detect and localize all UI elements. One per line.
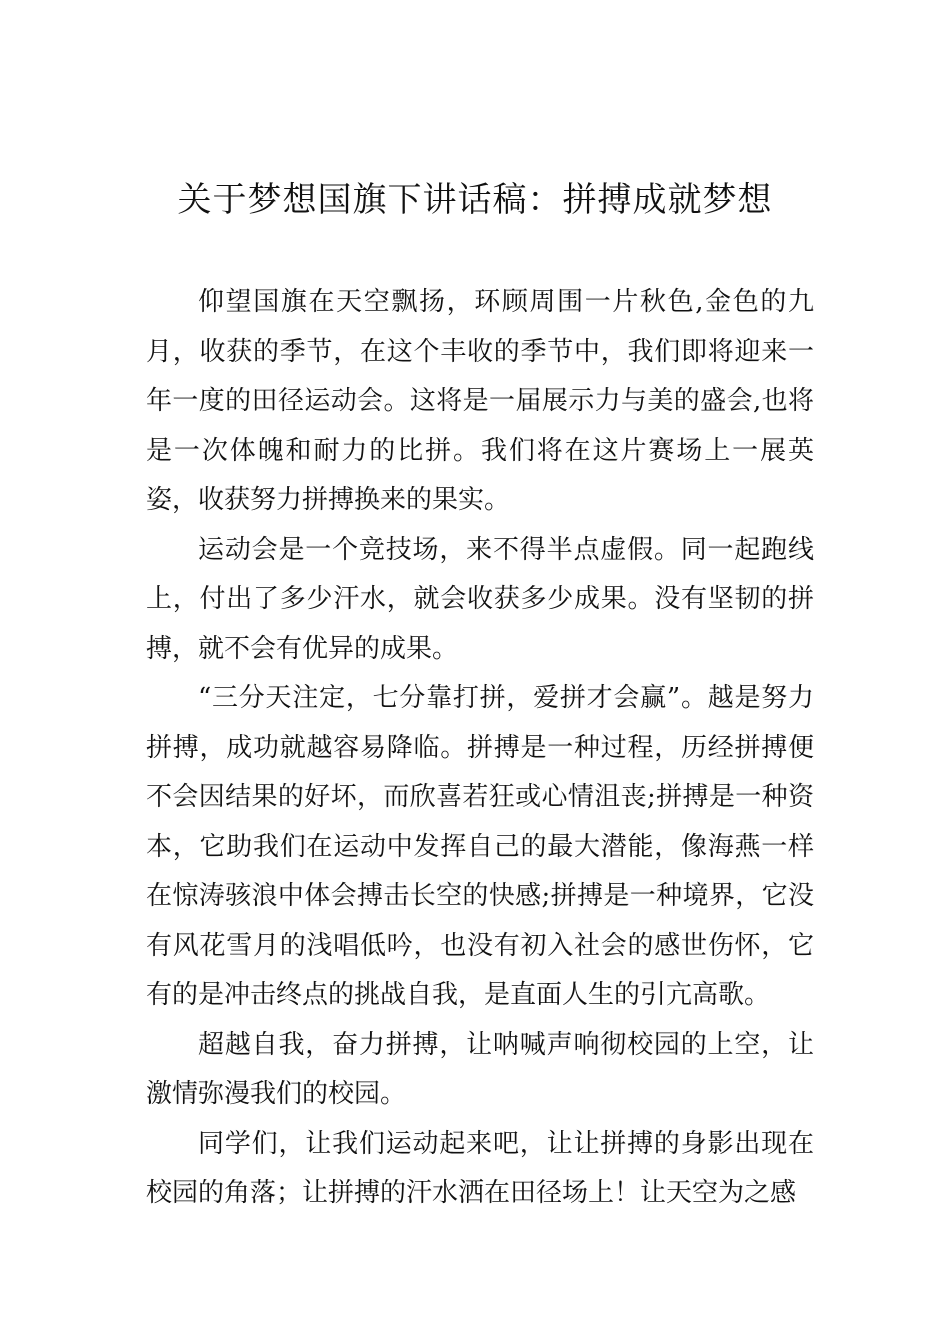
- document-title: 关于梦想国旗下讲话稿：拼搏成就梦想: [177, 180, 773, 220]
- paragraph-2: 运动会是一个竞技场，来不得半点虚假。同一起跑线上，付出了多少汗水，就会收获多少成果。没有坚韧的拼搏，就不会有优异的成果。: [146, 534, 814, 664]
- document-body: [146, 278, 814, 1219]
- paragraph-5: 同学们，让我们运动起来吧，让让拼搏的身影出现在校园的角落；让拼搏的汗水洒在田径场上！让天空为之感: [146, 1128, 814, 1208]
- paragraph-3: “三分天注定，七分靠打拼，爱拼才会赢”。越是努力拼搏，成功就越容易降临。拼搏是一种过程，历经拼搏便不会因结果的好坏，而欣喜若狂或心情沮丧;拼搏是一种资本，它助我们在运动中发挥自己的最大潜能，像海燕一样在惊涛骇浪中体会搏击长空的快感;拼搏是一种境界，它没有风花雪月的浅唱低吟，也没有初入社会的感世伤怀，它有的是冲击终点的挑战自我，是直面人生的引亢高歌。: [146, 683, 814, 1010]
- paragraph-1: 仰望国旗在天空飘扬，环顾周围一片秋色,金色的九月，收获的季节，在这个丰收的季节中，我们即将迎来一年一度的田径运动会。这将是一届展示力与美的盛会,也将是一次体魄和耐力的比拼。我们将在这片赛场上一展英姿，收获努力拼搏换来的果实。: [146, 287, 814, 515]
- paragraph-4: 超越自我，奋力拼搏，让呐喊声响彻校园的上空，让激情弥漫我们的校园。: [146, 1029, 814, 1109]
